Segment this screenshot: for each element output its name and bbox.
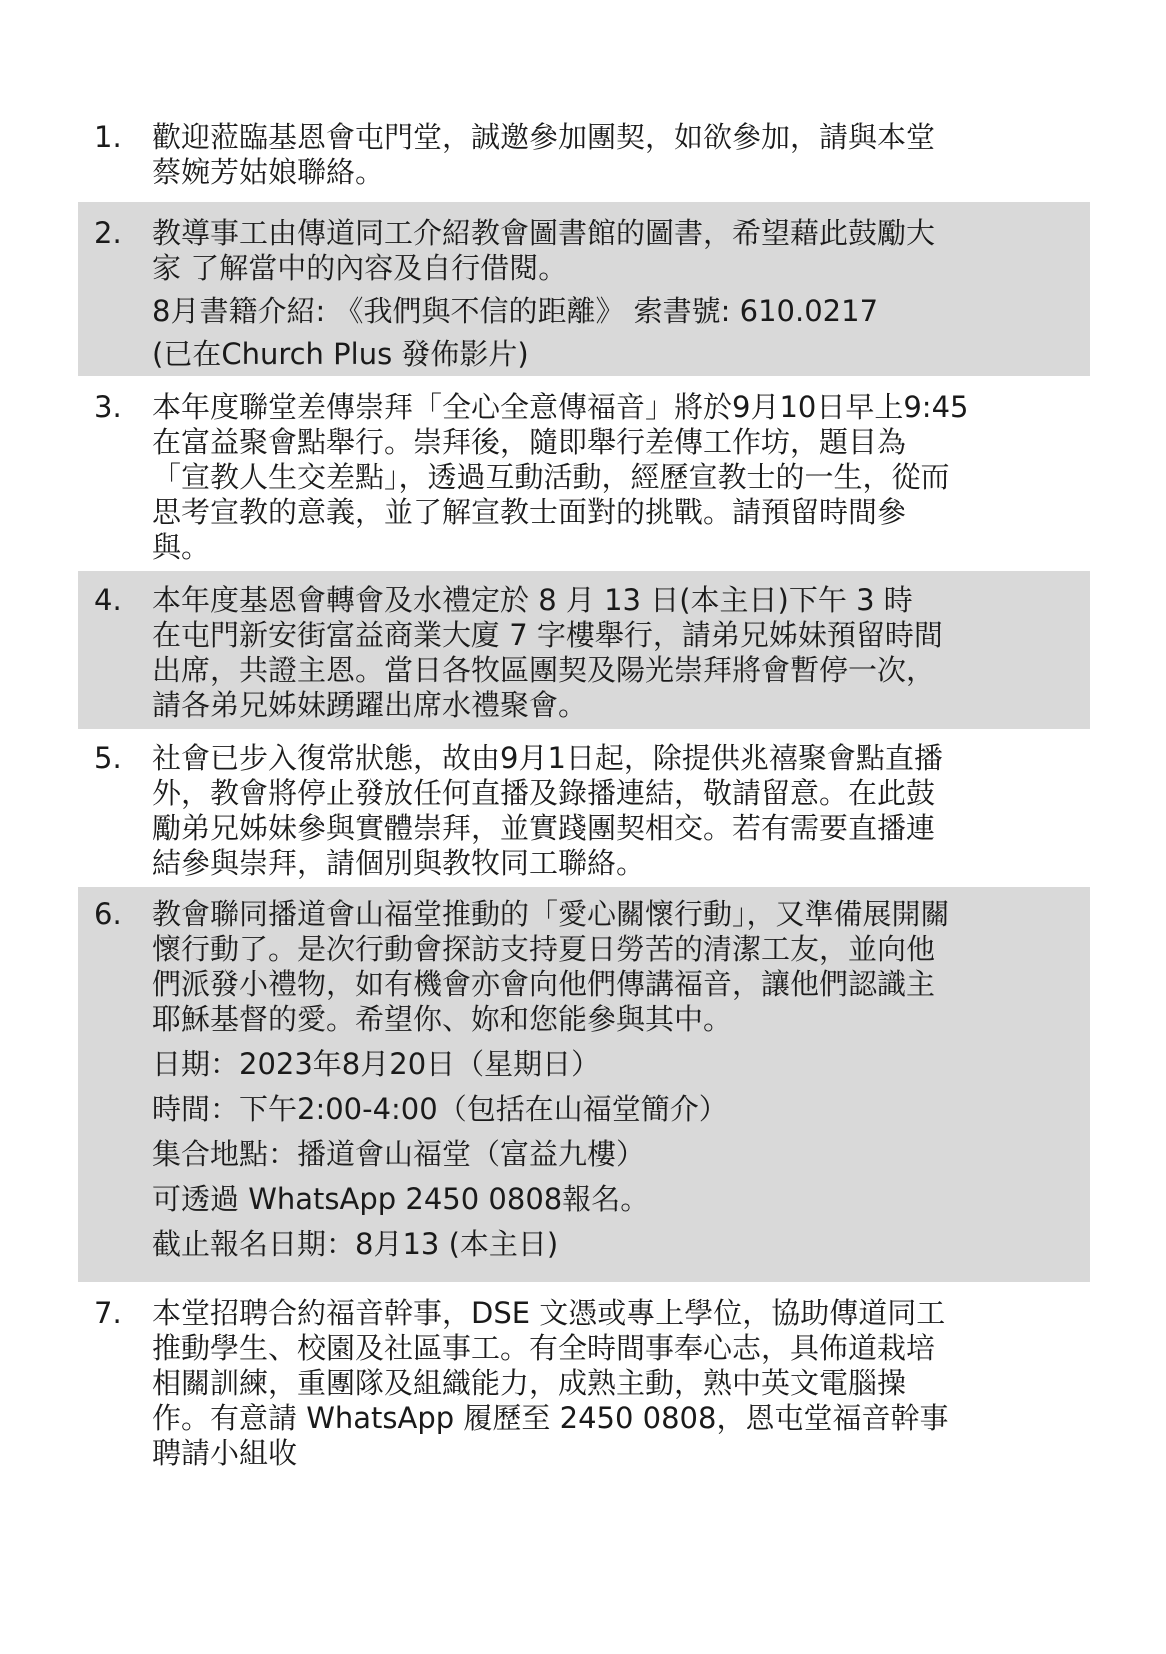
item-text-line: 在屯門新安街富益商業大廈 7 字樓舉行，請弟兄姊妹預留時間 bbox=[152, 618, 943, 652]
announcement-item bbox=[78, 202, 1090, 376]
announcement-item bbox=[78, 1282, 1090, 1471]
item-text-line: 蔡婉芳姑娘聯絡。 bbox=[152, 155, 385, 189]
item-text-line: 本年度基恩會轉會及水禮定於 8 月 13 日(本主日)下午 3 時 bbox=[152, 583, 913, 617]
item-text-line: 家 了解當中的內容及自行借閱。 bbox=[152, 251, 568, 285]
item-text-line: 在富益聚會點舉行。崇拜後，隨即舉行差傳工作坊，題目為 bbox=[152, 425, 907, 459]
item-text-line: 耶穌基督的愛。希望你、妳和您能參與其中。 bbox=[152, 1002, 733, 1036]
item-number: 2. bbox=[94, 216, 122, 250]
item-text-line: 教會聯同播道會山福堂推動的「愛心關懷行動」，又準備展開關 bbox=[152, 897, 950, 931]
item-text-line: 推動學生、校園及社區事工。有全時間事奉心志，具佈道栽培 bbox=[152, 1331, 936, 1365]
announcement-item bbox=[78, 729, 1090, 887]
item-text-line: 本堂招聘合約福音幹事，DSE 文憑或專上學位，協助傳道同工 bbox=[152, 1296, 946, 1330]
event-venue-line: 集合地點：播道會山福堂（富益九樓） bbox=[152, 1137, 646, 1171]
announcement-list bbox=[78, 120, 1090, 1471]
item-text-line: 「宣教人生交差點」，透過互動活動，經歷宣教士的一生，從而 bbox=[152, 460, 950, 494]
event-time-line: 時間：下午2:00-4:00（包括在山福堂簡介） bbox=[152, 1092, 728, 1126]
item-text-line: 外，教會將停止發放任何直播及錄播連結，敬請留意。在此鼓 bbox=[152, 776, 936, 810]
item-text-line: 本年度聯堂差傳崇拜「全心全意傳福音」將於9月10日早上9:45 bbox=[152, 390, 969, 424]
item-number: 5. bbox=[94, 741, 122, 775]
video-note-line: (已在Church Plus 發佈影片) bbox=[152, 337, 529, 371]
item-text-line: 作。有意請 WhatsApp 履歷至 2450 0808，恩屯堂福音幹事 bbox=[152, 1401, 949, 1435]
item-text-line: 請各弟兄姊妹踴躍出席水禮聚會。 bbox=[152, 688, 588, 722]
event-deadline-line: 截止報名日期：8月13 (本主日) bbox=[152, 1227, 559, 1261]
item-text-line: 們派發小禮物，如有機會亦會向他們傳講福音，讓他們認識主 bbox=[152, 967, 936, 1001]
event-registration-line: 可透過 WhatsApp 2450 0808報名。 bbox=[152, 1182, 650, 1216]
item-text-line: 相關訓練，重團隊及組織能力，成熟主動，熟中英文電腦操 bbox=[152, 1366, 907, 1400]
item-number: 6. bbox=[94, 897, 122, 931]
item-text-line: 出席，共證主恩。當日各牧區團契及陽光崇拜將會暫停一次， bbox=[152, 653, 936, 687]
item-text-line: 思考宣教的意義，並了解宣教士面對的挑戰。請預留時間參 bbox=[152, 495, 907, 529]
announcement-item bbox=[78, 571, 1090, 729]
item-text-line: 勵弟兄姊妹參與實體崇拜，並實踐團契相交。若有需要直播連 bbox=[152, 811, 936, 845]
item-number: 3. bbox=[94, 390, 122, 424]
item-text-line: 社會已步入復常狀態，故由9月1日起，除提供兆禧聚會點直播 bbox=[152, 741, 943, 775]
item-text-line: 結參與崇拜，請個別與教牧同工聯絡。 bbox=[152, 846, 646, 880]
item-number: 1. bbox=[94, 120, 122, 154]
item-text-line: 教導事工由傳道同工介紹教會圖書館的圖書，希望藉此鼓勵大 bbox=[152, 216, 936, 250]
item-text-line: 歡迎蒞臨基恩會屯門堂，誠邀參加團契，如欲參加，請與本堂 bbox=[152, 120, 936, 154]
item-number: 7. bbox=[94, 1296, 122, 1330]
announcement-item bbox=[78, 887, 1090, 1282]
book-intro-line: 8月書籍介紹: 《我們與不信的距離》 索書號: 610.0217 bbox=[152, 294, 879, 328]
item-text-line: 與。 bbox=[152, 530, 211, 564]
announcement-item bbox=[78, 120, 1090, 202]
event-date-line: 日期：2023年8月20日（星期日） bbox=[152, 1047, 601, 1081]
announcement-item bbox=[78, 376, 1090, 571]
item-number: 4. bbox=[94, 583, 122, 617]
item-text-line: 懷行動了。是次行動會探訪支持夏日勞苦的清潔工友，並向他 bbox=[152, 932, 936, 966]
item-text-line: 聘請小組收 bbox=[152, 1436, 298, 1470]
